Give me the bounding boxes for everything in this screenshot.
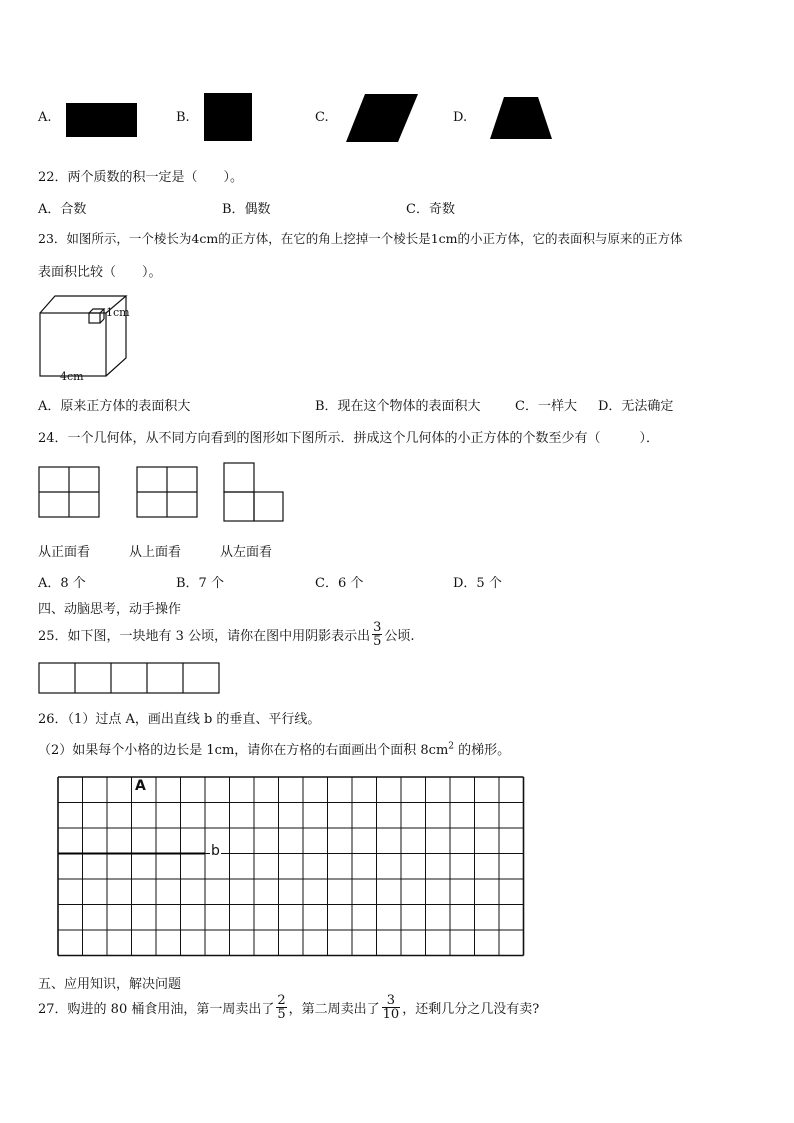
option-b-label: B. bbox=[176, 110, 190, 125]
q22-option-a: A．合数 bbox=[38, 202, 87, 217]
q25-fraction bbox=[372, 621, 382, 648]
left-view-grid bbox=[223, 462, 285, 522]
q26-part1: 26．（1）过点 A，画出直线 b 的垂直、平行线。 bbox=[38, 712, 321, 727]
section-4-heading: 四、动脑思考，动手操作 bbox=[38, 602, 182, 617]
q26-part2-before: （2）如果每个小格的边长是 1cm，请你在方格的右面画出个面积 8cm bbox=[38, 743, 449, 758]
q23-option-a: A．原来正方体的表面积大 bbox=[38, 399, 191, 414]
rectangle-shape bbox=[66, 103, 137, 137]
front-view-label: 从正面看 bbox=[38, 545, 91, 560]
q27-stem bbox=[38, 994, 539, 1021]
q25-stem-after: 公顷. bbox=[384, 629, 415, 644]
cube-label-small: 1cm bbox=[106, 306, 130, 319]
q24-stem: 24．一个几何体，从不同方向看到的图形如下图所示．拼成这个几何体的小正方体的个数至少有（ ）． bbox=[38, 431, 660, 446]
q25-stem-before: 25．如下图，一块地有 3 公顷，请你在图中用阴影表示出 bbox=[38, 629, 371, 644]
option-c-label: C. bbox=[315, 110, 329, 125]
q24-option-b: B．7 个 bbox=[176, 576, 224, 591]
q27-text-3: ，还剩几分之几没有卖? bbox=[402, 1002, 540, 1017]
q24-option-a: A．8 个 bbox=[38, 576, 86, 591]
q22-stem: 22．两个质数的积一定是（ ）。 bbox=[38, 170, 244, 185]
parallelogram-shape bbox=[345, 93, 419, 143]
option-d-label: D. bbox=[453, 110, 468, 125]
q25-stem bbox=[38, 621, 415, 648]
q23-stem-line2: 表面积比较（ ）。 bbox=[38, 265, 162, 280]
q26-part2-sup: 2 bbox=[448, 741, 455, 752]
q24-option-d: D．5 个 bbox=[453, 576, 502, 591]
point-a-label: A bbox=[135, 778, 146, 794]
option-a-label: A. bbox=[38, 110, 52, 125]
trapezoid-shape bbox=[489, 96, 553, 140]
q27-fraction-2 bbox=[382, 994, 401, 1021]
q25-fraction-numerator: 3 bbox=[373, 620, 382, 635]
q25-fraction-denominator: 5 bbox=[373, 634, 382, 649]
q27-fraction-1 bbox=[276, 994, 286, 1021]
q26-part2-after: 的梯形。 bbox=[454, 743, 511, 758]
q26-part2 bbox=[38, 739, 510, 758]
line-b-label: b bbox=[211, 843, 220, 859]
left-view-label: 从左面看 bbox=[220, 545, 273, 560]
square-grid bbox=[56, 775, 526, 957]
top-view-label: 从上面看 bbox=[129, 545, 182, 560]
q27-fraction-1-numerator: 2 bbox=[277, 993, 286, 1008]
q22-option-b: B．偶数 bbox=[222, 202, 271, 217]
q23-option-c: C．一样大 bbox=[515, 399, 577, 414]
q23-option-d: D．无法确定 bbox=[598, 399, 674, 414]
q24-option-c: C．6 个 bbox=[315, 576, 364, 591]
q27-text-1: 27．购进的 80 桶食用油，第一周卖出了 bbox=[38, 1002, 275, 1017]
section-5-heading: 五、应用知识，解决问题 bbox=[38, 977, 182, 992]
q27-text-2: ，第二周卖出了 bbox=[288, 1002, 380, 1017]
square-shape bbox=[204, 93, 252, 141]
q23-option-b: B．现在这个物体的表面积大 bbox=[315, 399, 481, 414]
front-view-grid bbox=[38, 466, 100, 518]
q23-stem-line1: 23．如图所示，一个棱长为4cm的正方体，在它的角上挖掉一个棱长是1cm的小正方体，它的表面积与原来的正方体 bbox=[38, 231, 683, 246]
q27-fraction-2-denominator: 10 bbox=[382, 1007, 400, 1022]
cube-label-big: 4cm bbox=[60, 370, 84, 383]
q27-fraction-2-numerator: 3 bbox=[382, 994, 401, 1008]
top-view-grid bbox=[136, 466, 198, 518]
land-strip-grid bbox=[38, 662, 220, 694]
q27-fraction-1-denominator: 5 bbox=[277, 1007, 286, 1022]
q22-option-c: C．奇数 bbox=[406, 202, 455, 217]
